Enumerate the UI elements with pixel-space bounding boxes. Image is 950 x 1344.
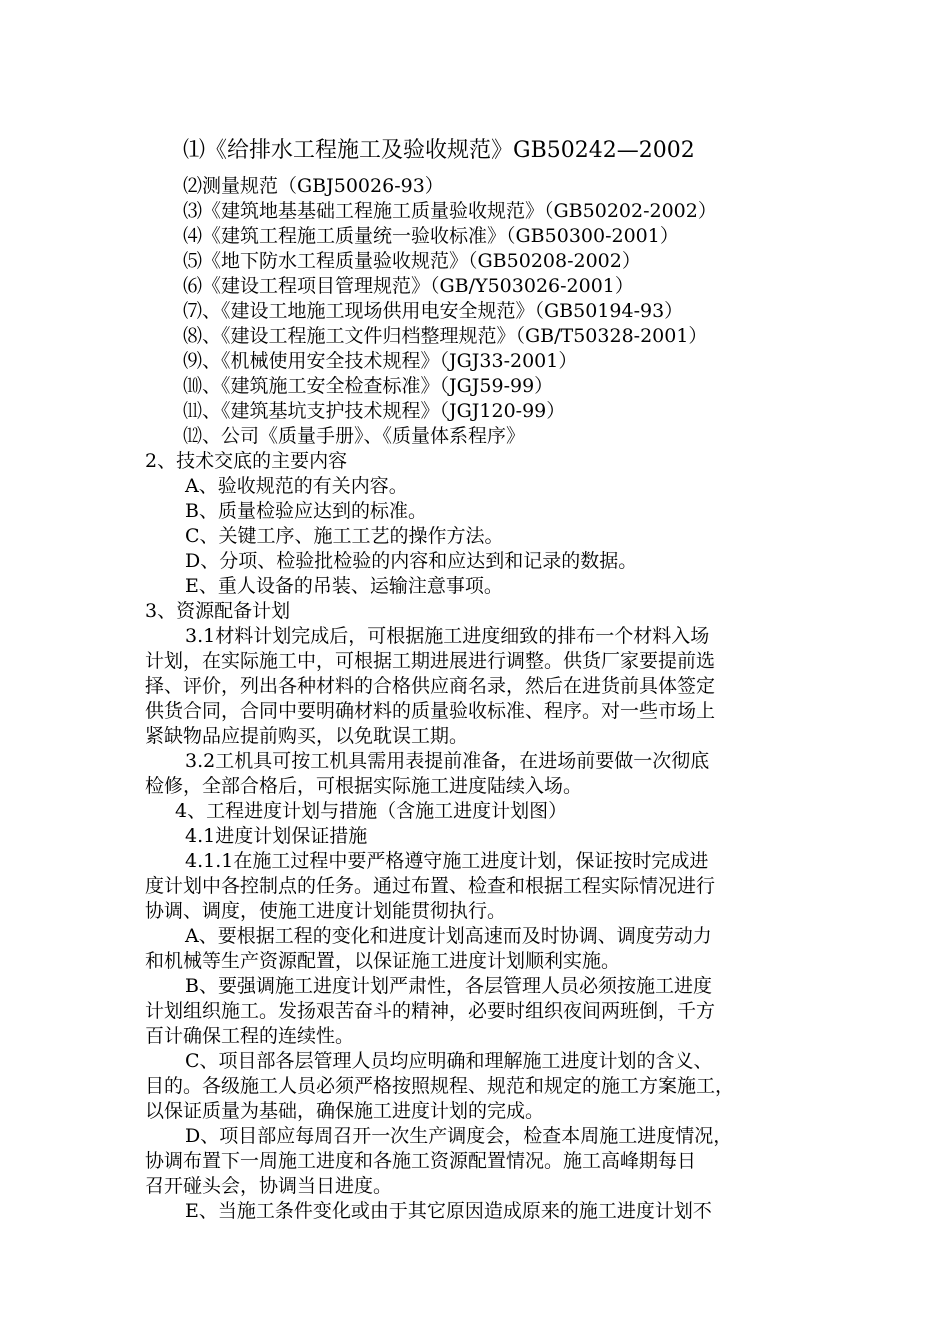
- list-item: E、重人设备的吊装、运输注意事项。: [185, 575, 503, 597]
- paragraph-line: 协调布置下一周施工进度和各施工资源配置情况。施工高峰期每日: [145, 1150, 697, 1172]
- paragraph-line: 检修，全部合格后，可根据实际施工进度陆续入场。: [145, 775, 583, 797]
- standard-item: ⑽、《建筑施工安全检查标准》（JGJ59-99）: [183, 375, 554, 397]
- paragraph-line: 4.1.1在施工过程中要严格遵守施工进度计划，保证按时完成进: [185, 850, 709, 872]
- paragraph-line: 择、评价，列出各种材料的合格供应商名录，然后在进货前具体签定: [145, 675, 716, 697]
- standard-item: ⑿、公司《质量手册》、《质量体系程序》: [183, 425, 526, 447]
- paragraph-line: C、项目部各层管理人员均应明确和理解施工进度计划的含义、: [185, 1050, 713, 1072]
- paragraph-line: 紧缺物品应提前购买，以免耽误工期。: [145, 725, 469, 747]
- standard-item: ⑼、《机械使用安全技术规程》（JGJ33-2001）: [183, 350, 578, 372]
- standard-item: ⑵测量规范（GBJ50026-93）: [183, 175, 444, 197]
- paragraph-line: 以保证质量为基础，确保施工进度计划的完成。: [145, 1100, 545, 1122]
- paragraph-line: 协调、调度，使施工进度计划能贯彻执行。: [145, 900, 507, 922]
- list-item: D、分项、检验批检验的内容和应达到和记录的数据。: [185, 550, 638, 572]
- paragraph-line: 供货合同，合同中要明确材料的质量验收标准、程序。对一些市场上: [145, 700, 716, 722]
- standard-item: ⑶《建筑地基基础工程施工质量验收规范》（GB50202-2002）: [183, 200, 717, 222]
- paragraph-line: 召开碰头会，协调当日进度。: [145, 1175, 393, 1197]
- standard-item: ⑾、《建筑基坑支护技术规程》（JGJ120-99）: [183, 400, 566, 422]
- paragraph-line: 计划，在实际施工中，可根据工期进展进行调整。供货厂家要提前选: [145, 650, 716, 672]
- paragraph-line: D、项目部应每周召开一次生产调度会，检查本周施工进度情况，: [185, 1125, 733, 1147]
- paragraph-line: 3.2工机具可按工机具需用表提前准备，在进场前要做一次彻底: [185, 750, 710, 772]
- list-item: C、关键工序、施工工艺的操作方法。: [185, 525, 504, 547]
- list-item: A、验收规范的有关内容。: [185, 475, 408, 497]
- section-heading: 4、工程进度计划与措施（含施工进度计划图）: [175, 800, 568, 822]
- standard-item: ⑺、《建设工地施工现场供用电安全规范》（GB50194-93）: [183, 300, 684, 322]
- standard-item: ⑹《建设工程项目管理规范》（GB/Y503026-2001）: [183, 275, 634, 297]
- standard-item: ⑷《建筑工程施工质量统一验收标准》（GB50300-2001）: [183, 225, 679, 247]
- paragraph-line: 3.1材料计划完成后，可根据施工进度细致的排布一个材料入场: [185, 625, 710, 647]
- subsection-heading: 4.1进度计划保证措施: [185, 825, 368, 847]
- paragraph-line: 目的。各级施工人员必须严格按照规程、规范和规定的施工方案施工，: [145, 1075, 735, 1097]
- standard-item: ⑻、《建设工程施工文件归档整理规范》（GB/T50328-2001）: [183, 325, 708, 347]
- paragraph-line: B、要强调施工进度计划严肃性，各层管理人员必须按施工进度: [185, 975, 712, 997]
- list-item: B、质量检验应达到的标准。: [185, 500, 427, 522]
- paragraph-line: 计划组织施工。发扬艰苦奋斗的精神，必要时组织夜间两班倒，千方: [145, 1000, 716, 1022]
- standard-item: ⑸《地下防水工程质量验收规范》（GB50208-2002）: [183, 250, 641, 272]
- paragraph-line: 百计确保工程的连续性。: [145, 1025, 355, 1047]
- section-heading: 2、技术交底的主要内容: [145, 450, 348, 472]
- paragraph-line: 度计划中各控制点的任务。通过布置、检查和根据工程实际情况进行: [145, 875, 716, 897]
- paragraph-line: E、当施工条件变化或由于其它原因造成原来的施工进度计划不: [185, 1200, 712, 1222]
- paragraph-line: A、要根据工程的变化和进度计划高速而及时协调、调度劳动力: [185, 925, 712, 947]
- section-heading: 3、资源配备计划: [145, 600, 291, 622]
- paragraph-line: 和机械等生产资源配置，以保证施工进度计划顺利实施。: [145, 950, 621, 972]
- standard-item: ⑴《给排水工程施工及验收规范》GB50242—2002: [183, 138, 695, 163]
